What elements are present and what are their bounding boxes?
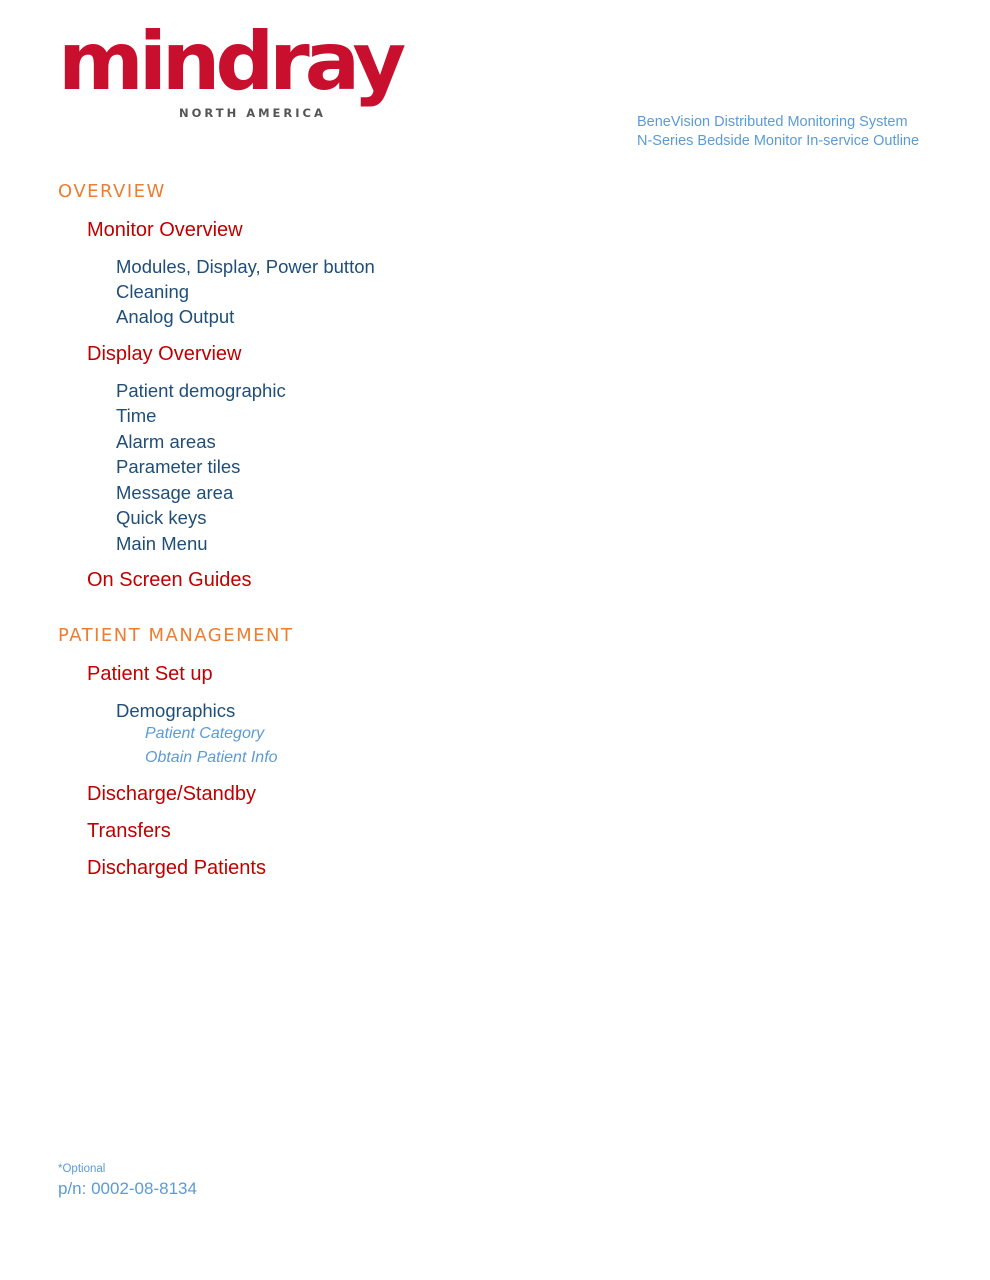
outline-subitem: Patient Category <box>145 725 265 742</box>
outline-item: Main Menu <box>116 533 208 554</box>
section-heading-overview: OVERVIEW <box>58 181 166 202</box>
topic-display-overview: Display Overview <box>87 343 242 365</box>
topic-on-screen-guides: On Screen Guides <box>87 569 252 591</box>
document-title <box>637 113 919 151</box>
topic-monitor-overview: Monitor Overview <box>87 219 243 241</box>
part-number: p/n: 0002-08-8134 <box>58 1179 197 1198</box>
outline-item: Patient demographic <box>116 380 286 401</box>
outline-subitem: Obtain Patient Info <box>145 749 278 766</box>
outline-item: Alarm areas <box>116 431 216 452</box>
outline-item: Message area <box>116 482 234 503</box>
outline-item: Time <box>116 405 157 426</box>
topic-discharged-patients: Discharged Patients <box>87 857 266 879</box>
outline-item: Demographics <box>116 700 236 721</box>
outline-item: Modules, Display, Power button <box>116 256 375 277</box>
topic-transfers: Transfers <box>87 820 171 842</box>
outline-item: Cleaning <box>116 281 190 302</box>
outline-item: Analog Output <box>116 306 235 327</box>
logo-subtitle: NORTH AMERICA <box>179 106 326 120</box>
topic-discharge-standby: Discharge/Standby <box>87 783 256 805</box>
outline-item: Parameter tiles <box>116 456 241 477</box>
outline-item: Quick keys <box>116 507 207 528</box>
document-title-line-2: N-Series Bedside Monitor In-service Outline <box>637 133 920 149</box>
logo-wordmark: mindray <box>58 15 402 108</box>
mindray-logo <box>58 15 402 126</box>
topic-patient-set-up: Patient Set up <box>87 663 213 685</box>
document-title-line-1: BeneVision Distributed Monitoring System <box>637 114 908 130</box>
section-heading-patient-management: PATIENT MANAGEMENT <box>58 625 294 646</box>
optional-footnote: *Optional <box>58 1163 106 1175</box>
